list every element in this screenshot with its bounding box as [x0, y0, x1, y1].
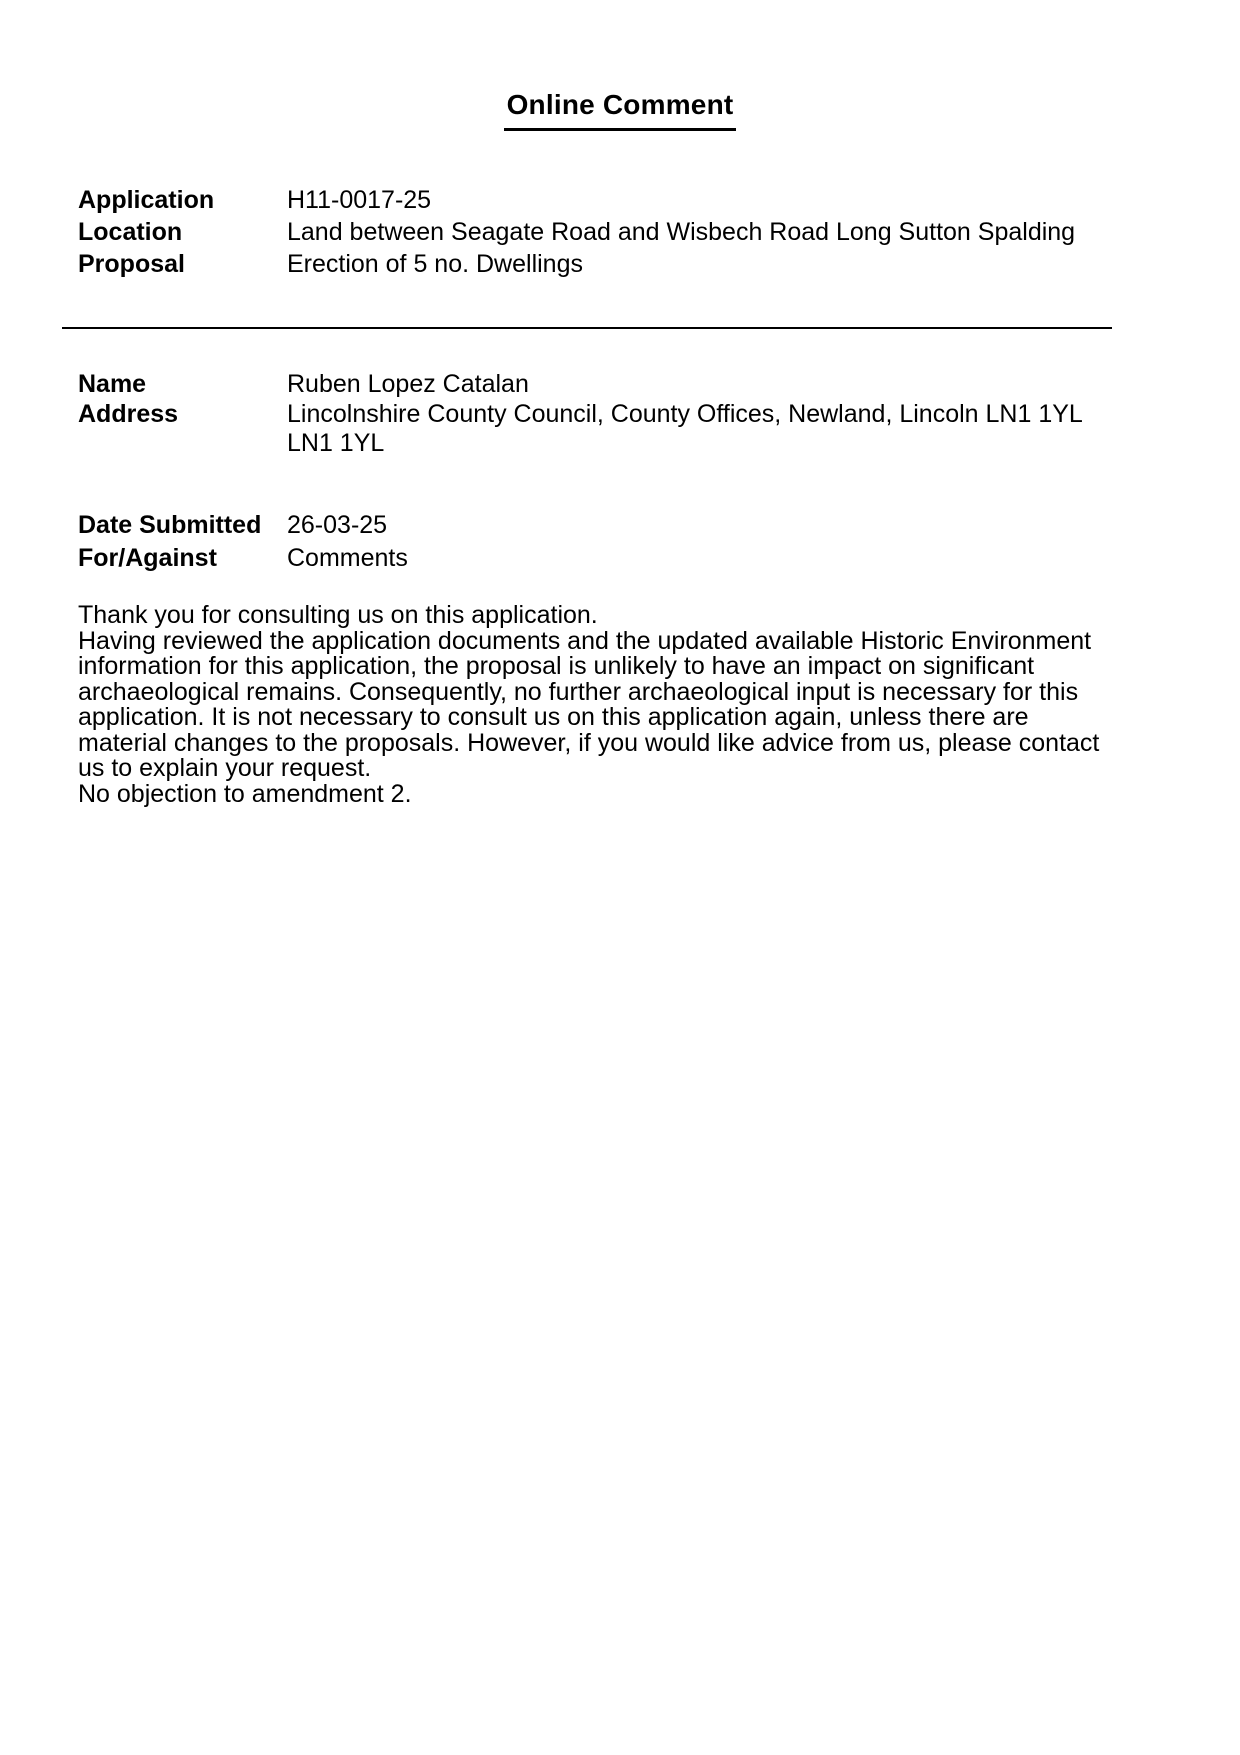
- date-submitted-row: [78, 509, 1110, 542]
- name-value: Ruben Lopez Catalan: [287, 370, 529, 398]
- application-label: Application: [78, 186, 215, 214]
- for-against-value: Comments: [287, 544, 408, 572]
- name-row: [78, 369, 1110, 400]
- name-label: Name: [78, 370, 147, 398]
- comment-paragraph: Thank you for consulting us on this application.: [78, 601, 598, 629]
- document-title: Online Comment: [504, 88, 737, 131]
- proposal-value: Erection of 5 no. Dwellings: [287, 250, 583, 278]
- proposal-row: [78, 248, 1110, 280]
- for-against-row: [78, 542, 1110, 575]
- respondent-section: [78, 369, 1110, 458]
- comment-paragraph: No objection to amendment 2.: [78, 779, 412, 808]
- location-row: [78, 216, 1110, 248]
- for-against-label: For/Against: [78, 544, 217, 572]
- address-label: Address: [78, 400, 179, 428]
- date-submitted-value: 26-03-25: [287, 511, 388, 539]
- comment-paragraph: Having reviewed the application documents and the updated available Historic Environment information for this application, the proposal is unlikely to have an impact on significant archaeological remains. Consequently, no further archaeological input is necessary for this application. It is not necessary to consult us on this application again, unless there are material changes to the proposals. However, if you would like advice from us, please contact us to explain your request.: [78, 626, 1100, 782]
- address-line-2: LN1 1YL: [287, 429, 385, 457]
- title-row: [0, 88, 1240, 131]
- location-value: Land between Seagate Road and Wisbech Road Long Sutton Spalding: [287, 218, 1076, 246]
- application-value: H11-0017-25: [287, 186, 432, 214]
- comment-body: [78, 603, 1110, 807]
- proposal-label: Proposal: [78, 250, 185, 278]
- address-line-1: Lincolnshire County Council, County Offices, Newland, Lincoln LN1 1YL: [287, 400, 1083, 428]
- location-label: Location: [78, 218, 183, 246]
- submission-section: [78, 509, 1110, 575]
- document-content: [78, 184, 1110, 807]
- date-submitted-label: Date Submitted: [78, 511, 262, 539]
- application-row: [78, 184, 1110, 216]
- address-value: [287, 400, 1110, 458]
- section-divider: [62, 327, 1112, 329]
- application-details-section: [78, 184, 1110, 280]
- address-row: [78, 400, 1110, 458]
